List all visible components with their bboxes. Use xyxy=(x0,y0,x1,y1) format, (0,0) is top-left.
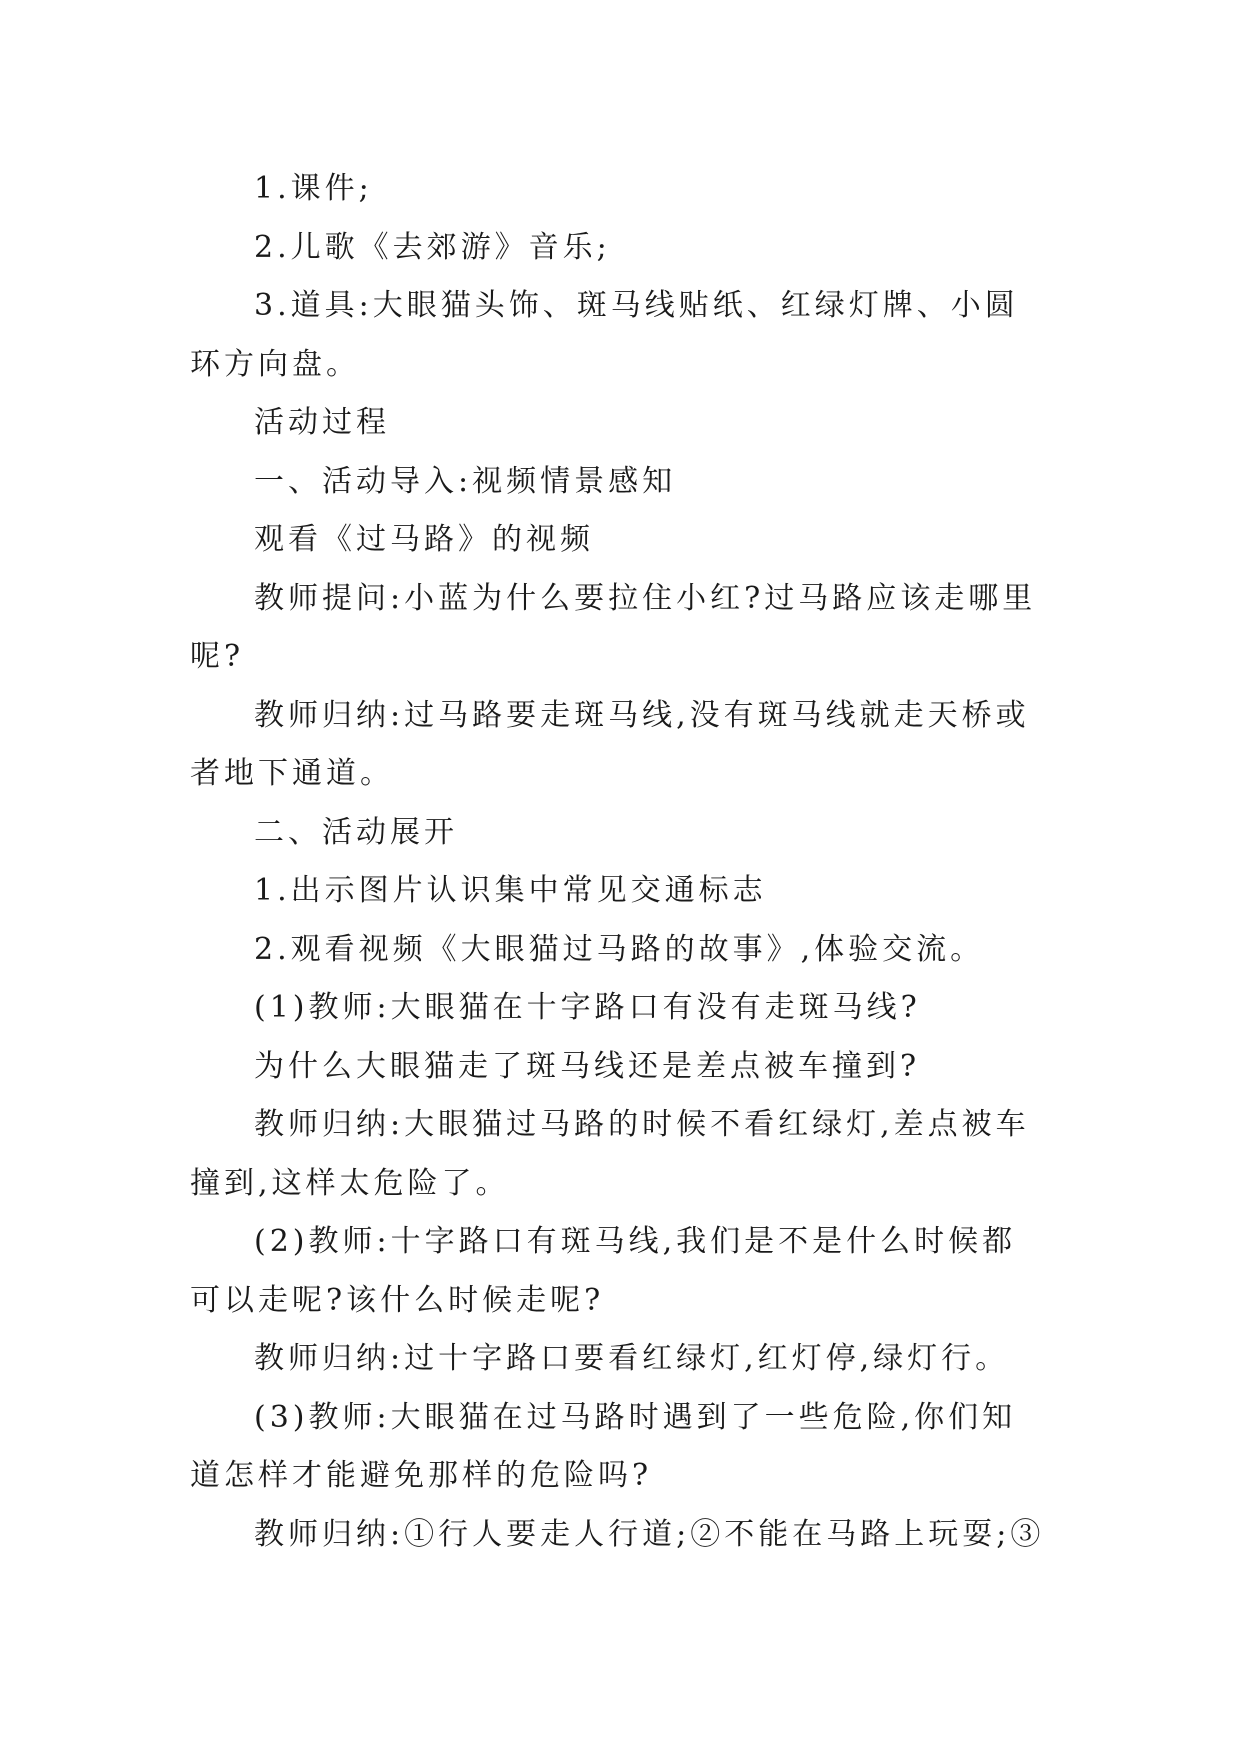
paragraph: 3.道具:大眼猫头饰、斑马线贴纸、红绿灯牌、小圆环方向盘。 xyxy=(190,288,1019,382)
paragraph: 观看《过马路》的视频 xyxy=(254,522,594,557)
paragraph: 为什么大眼猫走了斑马线还是差点被车撞到? xyxy=(254,1048,921,1084)
paragraph: (3)教师:大眼猫在过马路时遇到了一些危险,你们知道怎样才能避免那样的危险吗? xyxy=(190,1399,1017,1493)
paragraph: (1)教师:大眼猫在十字路口有没有走斑马线? xyxy=(254,990,921,1025)
paragraph: 教师归纳:过十字路口要看红绿灯,红灯停,绿灯行。 xyxy=(254,1341,1010,1376)
paragraph: 2.观看视频《大眼猫过马路的故事》,体验交流。 xyxy=(254,931,985,967)
paragraph: (2)教师:十字路口有斑马线,我们是不是什么时候都可以走呢?该什么时候走呢? xyxy=(190,1224,1017,1318)
section-heading: 二、活动展开 xyxy=(254,814,458,850)
paragraph: 教师归纳:过马路要走斑马线,没有斑马线就走天桥或者地下通道。 xyxy=(190,697,1030,791)
section-heading: 一、活动导入:视频情景感知 xyxy=(254,463,677,499)
paragraph: 2.儿歌《去郊游》音乐; xyxy=(254,229,611,265)
body-text xyxy=(190,160,1050,1564)
paragraph: 1.出示图片认识集中常见交通标志 xyxy=(254,873,767,908)
paragraph: 教师提问:小蓝为什么要拉住小红?过马路应该走哪里呢? xyxy=(190,580,1037,674)
section-heading: 活动过程 xyxy=(254,405,390,440)
paragraph: 教师归纳:大眼猫过马路的时候不看红绿灯,差点被车撞到,这样太危险了。 xyxy=(190,1107,1030,1201)
paragraph: 1.课件; xyxy=(254,171,373,206)
paragraph: 教师归纳:①行人要走人行道;②不能在马路上玩耍;③ xyxy=(254,1516,1045,1552)
